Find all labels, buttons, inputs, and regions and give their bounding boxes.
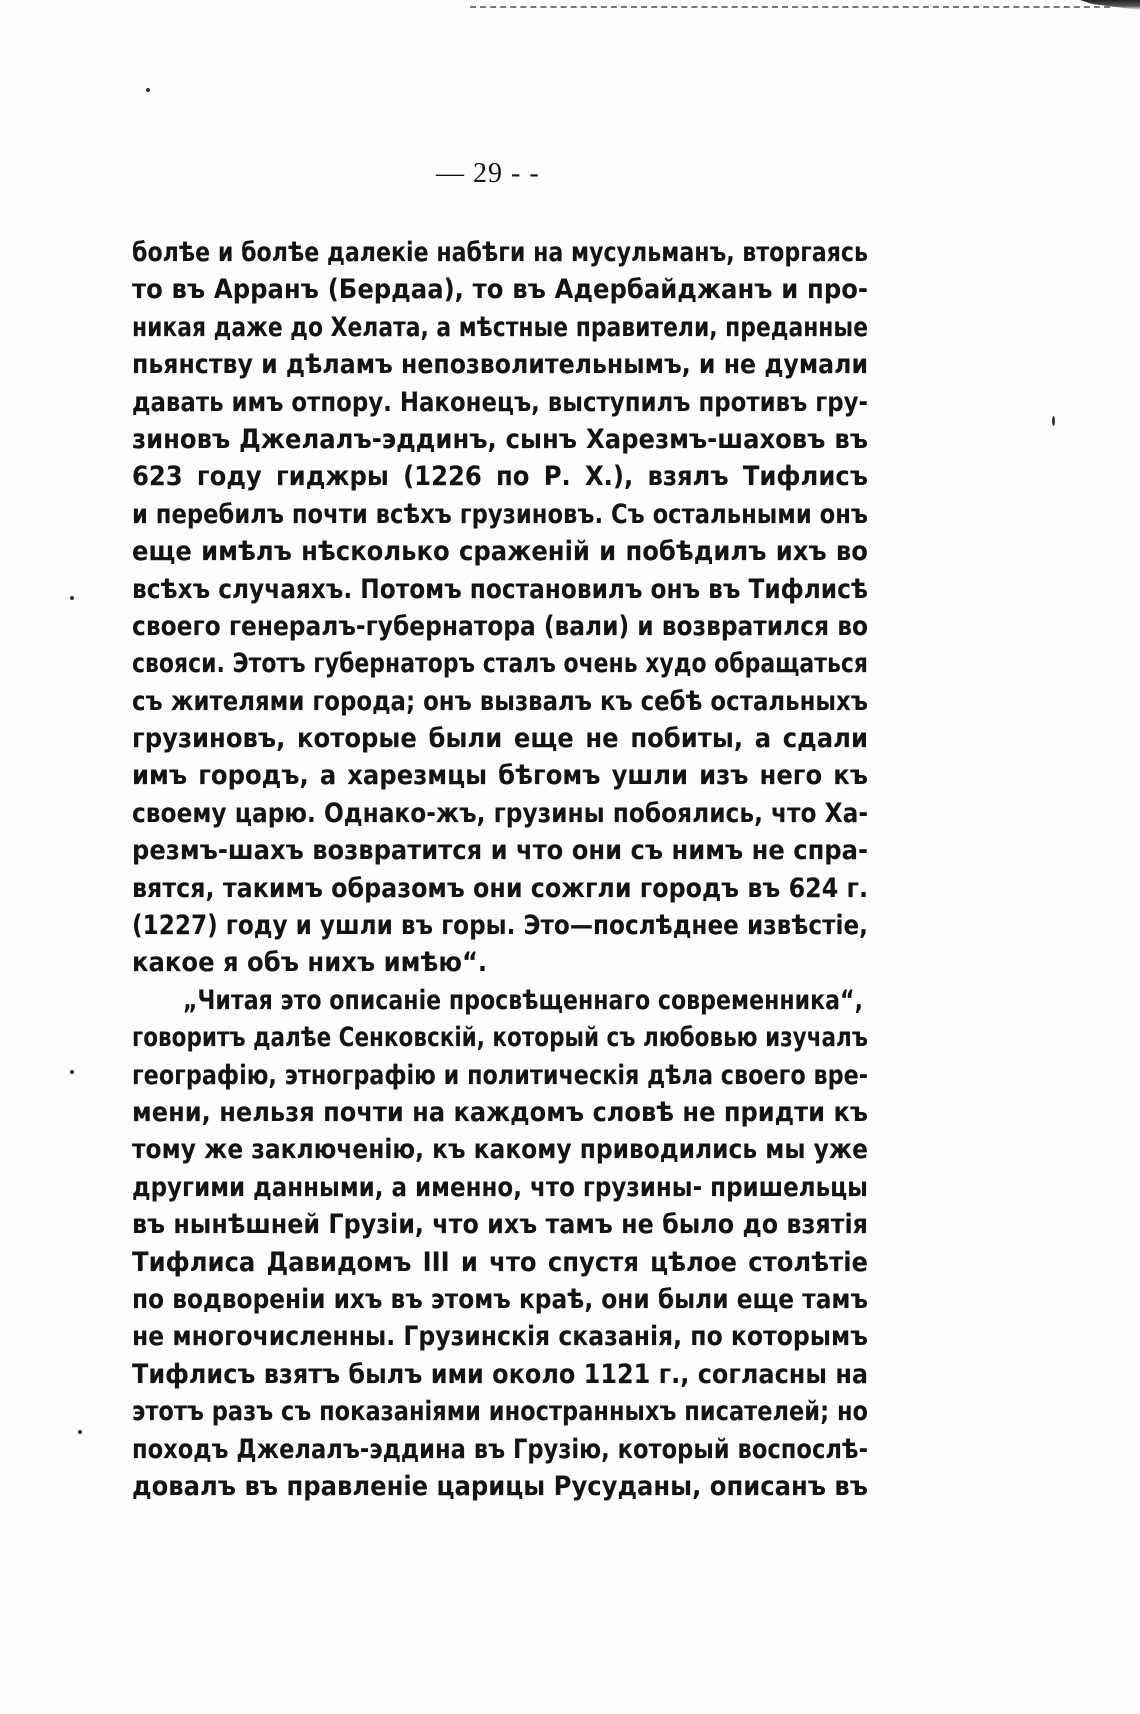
text-line: болѣе и болѣе далекіе набѣги на мусульманъ, вторгаясь	[132, 237, 869, 268]
text-line: тому же заключенію, къ какому приводились мы уже	[132, 1134, 868, 1166]
text-line: резмъ-шахъ возвратится и что они съ нимъ не спра-	[132, 835, 869, 867]
text-line: Тифлиса Давидомъ III и что спустя цѣлое столѣтіе	[132, 1246, 868, 1278]
text-line: этотъ разъ съ показаніями иностранныхъ писателей; но	[132, 1396, 869, 1428]
text-line: (1227) году и ушли въ горы. Это—послѣднее извѣстіе,	[132, 910, 868, 942]
text-line: свояси. Этотъ губернаторъ сталъ очень худо обращаться	[132, 648, 868, 680]
text-line: то въ Арранъ (Бердаа), то въ Адербайджанъ и про-	[132, 274, 868, 306]
text-line: вятся, такимъ образомъ они сожгли городъ въ 624 г.	[132, 872, 869, 904]
scan-speck	[70, 1070, 74, 1074]
text-line: зиновъ Джелалъ-эддинъ, сынъ Харезмъ-шаховъ въ	[132, 423, 868, 455]
scan-speck	[146, 88, 150, 92]
text-line: и перебилъ почти всѣхъ грузиновъ. Съ остальными онъ	[132, 498, 868, 530]
text-line: другими данными, а именно, что грузины- пришельцы	[132, 1171, 868, 1203]
text-line: Тифлисъ взятъ былъ ими около 1121 г., согласны на	[132, 1358, 869, 1390]
body-text	[132, 234, 868, 1505]
scan-speck	[78, 1430, 82, 1434]
text-line: мени, нельзя почти на каждомъ словѣ не придти къ	[132, 1096, 868, 1128]
text-line: географію, этнографію и политическія дѣла своего вре-	[132, 1059, 869, 1091]
text-line: по водвореніи ихъ въ этомъ краѣ, они были еще тамъ	[132, 1283, 868, 1315]
text-line: имъ городъ, а харезмцы бѣгомъ ушли изъ него къ	[132, 760, 868, 792]
scan-speck	[70, 596, 74, 600]
text-line: 623 году гиджры (1226 по Р. X.), взялъ Тифлисъ	[132, 461, 868, 493]
text-line: всѣхъ случаяхъ. Потомъ постановилъ онъ въ Тифлисѣ	[132, 573, 868, 605]
text-line: походъ Джелалъ-эддина въ Грузію, который воспослѣ-	[132, 1433, 868, 1465]
text-line: никая даже до Хелата, а мѣстные правители, преданные	[132, 311, 869, 343]
paragraph-first-line: „Читая это описаніе просвѣщеннаго современника“,	[182, 984, 863, 1016]
text-line: своего генералъ-губернатора (вали) и возвратился во	[132, 610, 869, 642]
text-line: пьянству и дѣламъ непозволительнымъ, и не думали	[132, 349, 869, 381]
text-line: говоритъ далѣе Сенковскій, который съ любовью изучалъ	[132, 1022, 868, 1054]
text-line: довалъ въ правленіе царицы Русуданы, описанъ въ	[132, 1470, 869, 1502]
text-line: съ жителями города; онъ вызвалъ къ себѣ остальныхъ	[132, 685, 868, 717]
scan-speck	[1052, 416, 1055, 426]
text-line: еще имѣлъ нѣсколько сраженій и побѣдилъ ихъ во	[132, 536, 868, 568]
text-line: своему царю. Однако-жъ, грузины побоялись, что Ха-	[132, 797, 869, 829]
text-line: давать имъ отпору. Наконецъ, выступилъ противъ гру-	[132, 386, 869, 418]
text-line: не многочисленны. Грузинскія сказанія, по которымъ	[132, 1321, 869, 1353]
top-edge-marks	[470, 6, 1110, 12]
page-number: — 29 - -	[436, 158, 540, 189]
text-line: въ нынѣшней Грузіи, что ихъ тамъ не было до взятія	[132, 1209, 868, 1241]
text-line: какое я объ нихъ имѣю“.	[132, 947, 488, 979]
text-line: грузиновъ, которые были еще не побиты, а сдали	[132, 723, 868, 755]
